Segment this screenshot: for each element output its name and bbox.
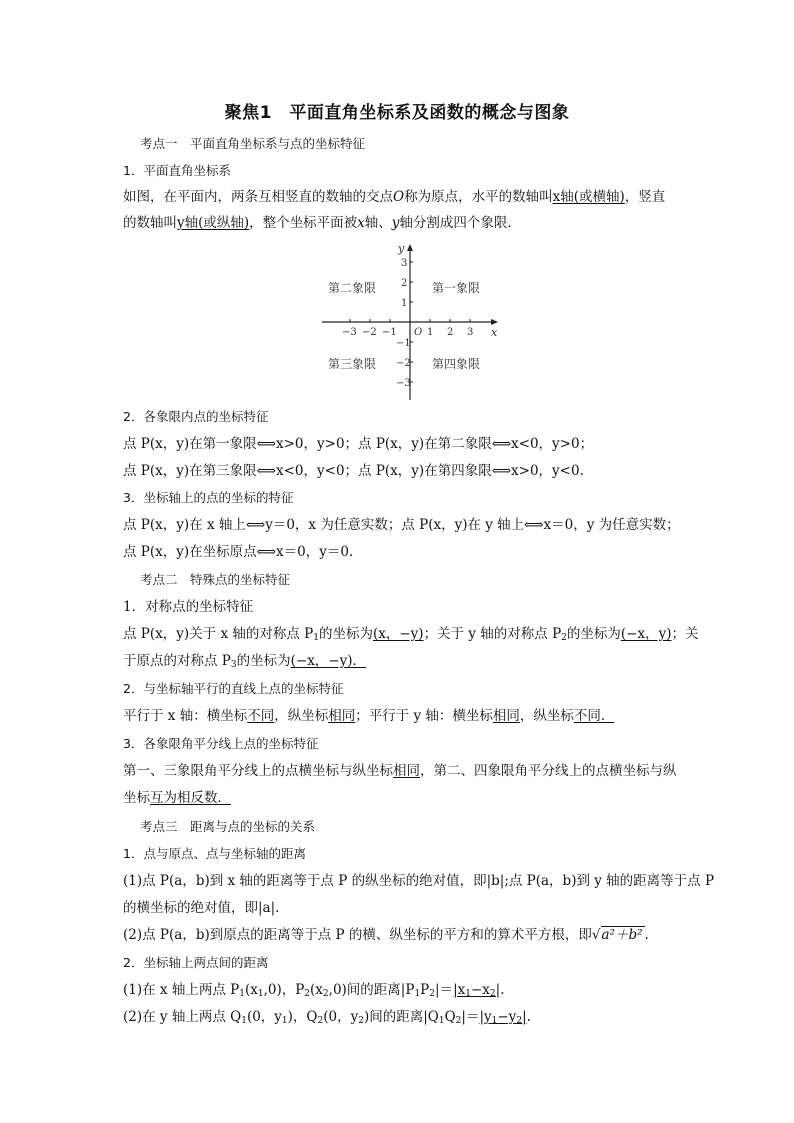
answer: 不同． [573,708,615,724]
text: y [391,215,400,231]
text: . [526,1009,531,1025]
x-tick-label: 2 [447,327,454,338]
kd3-s1-line3 [123,926,649,944]
text: (0，y [323,1009,359,1025]
text: |＝ [435,982,454,998]
kd3-s2-line2 [123,1008,531,1026]
x-tick-label: −2 [362,327,377,338]
coordinate-plane-figure [322,242,502,402]
subscript: 1 [414,989,421,999]
text: P [420,982,430,998]
kd2-s1-heading: 1．对称点的坐标特征 [123,599,254,615]
text: 第一、三象限角平分线上的点横坐标与纵坐标 [123,763,393,779]
kd1-s1-heading: 1．平面直角坐标系 [123,163,231,178]
text: | [522,1009,527,1025]
answer-origin-reflection: (−x，−y)． [290,653,367,669]
x-tick-label: 3 [467,327,474,338]
text: ，纵坐标 [274,708,329,724]
subscript: 2 [322,989,329,999]
text: ，整个坐标平面被 [249,215,358,231]
text: 于原点的对称点 P [123,653,231,669]
subscript: 1 [438,1016,445,1026]
kd1-s2-heading: 2．各象限内点的坐标特征 [123,409,269,424]
text: |y [479,1009,492,1025]
text: ,0)间的距离|P [328,982,415,998]
text: . [500,982,505,998]
kd1-s2-line2: 点 P(x，y)在第三象限⟺x<0，y<0；点 P(x，y)在第四象限⟺x>0，y<0. [123,463,584,479]
text: O [393,189,405,205]
text: )间的距离|Q [363,1009,439,1025]
kd2-s1-line1 [123,625,698,643]
text: )，Q [287,1009,318,1025]
text: 轴分割成四个象限． [399,215,521,231]
text: ；关 [671,626,699,642]
subscript: 2 [455,1016,462,1026]
subscript: 2 [489,989,496,999]
subscript: 1 [491,1016,498,1026]
subscript: 3 [230,660,237,670]
y-axis-arrow [407,244,413,251]
answer: 不同 [247,708,275,724]
kd3-heading: 考点三 距离与点的坐标的关系 [140,819,316,834]
kd1-s3-line2: 点 P(x，y)在坐标原点⟺x＝0，y＝0. [123,544,354,560]
x-tick-label: 1 [427,327,434,338]
kd3-s2-heading: 2．坐标轴上两点间的距离 [123,955,269,970]
text: Q [444,1009,456,1025]
text: ，竖直 [624,189,666,205]
text: (2)在 y 轴上两点 Q [123,1009,242,1025]
quadrant-4-label: 第四象限 [432,357,481,371]
text: . [644,927,649,943]
text: 点 P(x，y)关于 x 轴的对称点 P [123,626,314,642]
answer: 相同 [393,763,420,779]
quadrant-3-label: 第三象限 [328,357,377,371]
text: (2)点 P(a，b)到原点的距离等于点 P 的横、纵坐标的平方和的算术平方根，即 [123,927,592,943]
answer-y-reflection: (−x，y) [620,626,672,642]
kd2-s1-line2 [123,652,366,670]
kd3-s2-line1 [123,981,505,999]
subscript: 1 [281,1016,288,1026]
kd1-s1-para-line2 [123,214,521,232]
square-root: √a²＋b² [591,927,643,943]
y-tick-label: 1 [401,298,408,309]
answer-x-axis: x轴(或横轴) [552,189,625,205]
kd3-s1-line1: (1)点 P(a，b)到 x 轴的距离等于点 P 的纵坐标的绝对值，即|b|;点 P(a，b)到 y 轴的距离等于点 P [123,873,715,889]
kd2-heading: 考点二 特殊点的坐标特征 [140,572,291,587]
answer-y-distance [479,1009,526,1025]
text: 坐标 [123,790,150,806]
kd1-s1-para-line1 [123,188,665,206]
origin-label: O [414,327,423,338]
subscript: 2 [561,633,567,643]
subscript: 1 [239,989,245,999]
kd2-s3-heading: 3．各象限角平分线上点的坐标特征 [123,736,319,751]
answer-y-axis: y轴(或纵轴) [177,215,250,231]
subscript: 2 [516,1016,523,1026]
subscript: 1 [257,989,264,999]
kd3-s1-heading: 1．点与原点、点与坐标轴的距离 [123,846,306,861]
x-tick-label: −3 [342,327,357,338]
text: (1)在 x 轴上两点 P [123,982,240,998]
answer: 相同 [328,708,356,724]
text: 的坐标为 [318,626,373,642]
text: 的坐标为 [236,653,291,669]
text: (x [310,982,323,998]
text: ；关于 y 轴的对称点 P [423,626,562,642]
text: −y [497,1009,517,1025]
subscript: 2 [304,989,311,999]
kd1-s3-heading: 3．坐标轴上的点的坐标的特征 [123,490,294,505]
text: x [357,215,365,231]
x-axis-arrow [491,319,498,325]
kd2-s3-line1 [123,762,677,780]
kd2-s3-line2 [123,789,231,807]
text: |x [453,982,466,998]
subscript: 2 [317,1016,324,1026]
text: | [495,982,501,998]
subscript: 1 [465,989,471,999]
y-tick-label: 3 [401,258,408,269]
kd1-s2-line1: 点 P(x，y)在第一象限⟺x>0，y>0；点 P(x，y)在第二象限⟺x<0，y>0； [123,436,594,452]
text: 轴、 [364,215,392,231]
answer: 互为相反数． [150,790,231,806]
x-tick-label: −1 [382,327,397,338]
y-tick-label: 2 [401,278,408,289]
answer: 相同 [492,708,520,724]
kd2-s2-line [123,707,614,725]
subscript: 1 [313,633,319,643]
text: 的数轴叫 [123,215,177,231]
answer-x-reflection: (x，−y) [372,626,424,642]
text: 如图，在平面内，两条互相竖直的数轴的交点 [123,189,393,205]
y-tick-label: −2 [396,358,411,369]
text: ；平行于 y 轴：横坐标 [355,708,493,724]
text: ，纵坐标 [519,708,574,724]
answer-x-distance [453,982,500,998]
text: 平行于 x 轴：横坐标 [123,708,248,724]
text: ,0)，P [263,982,305,998]
text: 称为原点，水平的数轴叫 [404,189,553,205]
text: (x [244,982,258,998]
quadrant-1-label: 第一象限 [432,281,481,295]
quadrant-2-label: 第二象限 [328,281,377,295]
kd3-s1-line2: 的横坐标的绝对值，即|a|. [123,900,280,916]
text: 的坐标为 [566,626,621,642]
kd1-heading: 考点一 平面直角坐标系与点的坐标特征 [140,136,366,151]
radicand: a²＋b² [601,927,643,943]
y-axis-label: y [398,242,405,255]
y-tick-label: −1 [396,338,411,349]
text: ，第二、四象限角平分线上的点横坐标与纵 [420,763,677,779]
text: −x [470,982,490,998]
subscript: 2 [429,989,435,999]
text: |＝ [461,1009,480,1025]
subscript: 1 [241,1016,247,1026]
kd2-s2-heading: 2．与坐标轴平行的直线上点的坐标特征 [123,681,344,696]
subscript: 2 [358,1016,364,1026]
x-axis-label: x [491,326,498,339]
page-title: 聚焦1 平面直角坐标系及函数的概念与图象 [224,103,570,123]
kd1-s3-line1: 点 P(x，y)在 x 轴上⟺y＝0，x 为任意实数；点 P(x，y)在 y 轴上⟺x＝0，y 为任意实数； [123,517,680,533]
text: (0，y [246,1009,282,1025]
y-tick-label: −3 [396,378,411,389]
